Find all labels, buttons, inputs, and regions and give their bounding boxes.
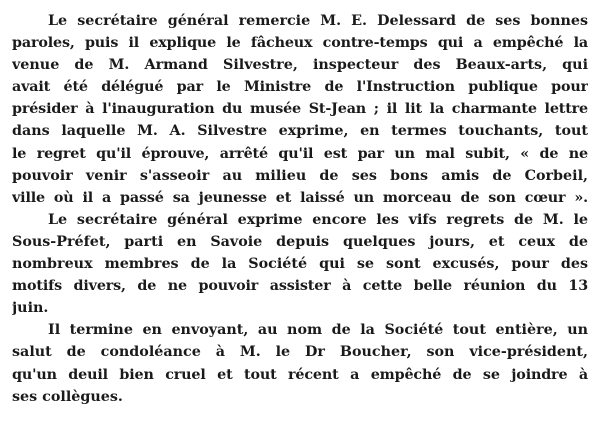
text-line: le regret qu'il éprouve, arrêté qu'il est par un mal subit, « de ne	[12, 145, 588, 162]
document-page	[12, 10, 588, 408]
text-line: salut de condoléance à M. le Dr Boucher, son vice-président,	[12, 344, 588, 361]
text-line: paroles, puis il explique le fâcheux contre-temps qui a empêché la	[12, 35, 588, 52]
text-line: Le secrétaire général exprime encore les vifs regrets de M. le	[48, 211, 588, 228]
text-line: Il termine en envoyant, au nom de la Société tout entière, un	[48, 322, 588, 339]
paragraph-3	[12, 319, 588, 407]
paragraph-1	[12, 10, 588, 209]
text-line: qu'un deuil bien cruel et tout récent a empêché de se joindre à	[12, 366, 588, 383]
text-line: Le secrétaire général remercie M. E. Delessard de ses bonnes	[48, 13, 588, 29]
text-line: Sous-Préfet, parti en Savoie depuis quelques jours, et ceux de	[12, 233, 588, 250]
text-line: venue de M. Armand Silvestre, inspecteur des Beaux-arts, qui	[12, 57, 588, 74]
text-line: nombreux membres de la Société qui se sont excusés, pour des	[12, 256, 588, 273]
text-line: juin.	[12, 300, 49, 317]
text-line: présider à l'inauguration du musée St-Jean ; il lit la charmante lettre	[12, 101, 588, 118]
text-line: pouvoir venir s'asseoir au milieu de ses bons amis de Corbeil,	[12, 167, 588, 184]
text-line: dans laquelle M. A. Silvestre exprime, en termes touchants, tout	[12, 123, 588, 140]
text-line: ses collègues.	[12, 388, 123, 405]
paragraph-2	[12, 209, 588, 319]
text-line: ville où il a passé sa jeunesse et laissé un morceau de son cœur ».	[12, 189, 588, 206]
text-line: avait été délégué par le Ministre de l'Instruction publique pour	[12, 79, 588, 96]
text-line: motifs divers, de ne pouvoir assister à cette belle réunion du 13	[12, 278, 588, 295]
